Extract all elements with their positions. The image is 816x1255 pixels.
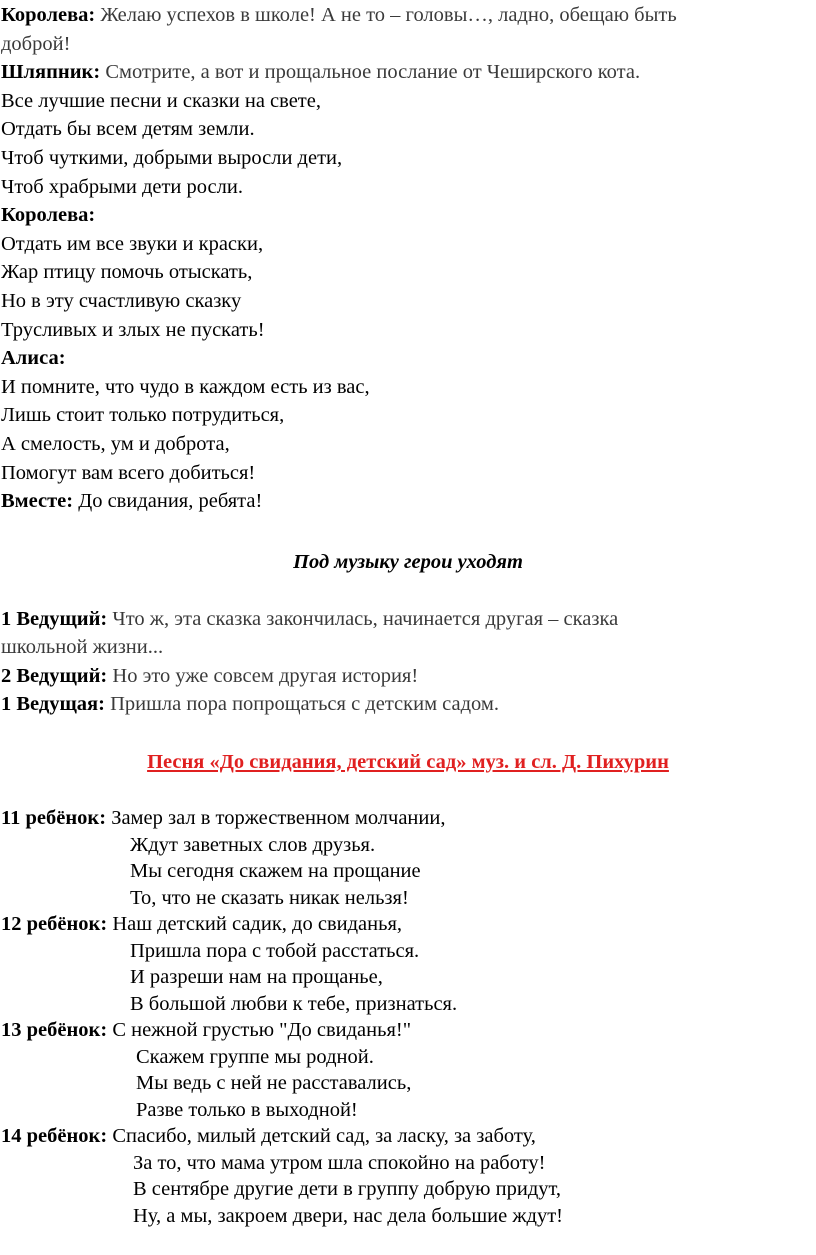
replica-text: школьной жизни... (1, 636, 164, 659)
poem-line: Лишь стоит только потрудиться, (1, 404, 285, 427)
child-replica (0, 1123, 816, 1150)
song-title: Песня «До свидания, детский сад» муз. и сл. Д. Пихурин (147, 751, 669, 774)
together-replica (0, 487, 816, 516)
poem-line: Но в эту счастливую сказку (1, 289, 242, 312)
child-label: ребёнок: (21, 1125, 108, 1148)
poem-line: Помогут вам всего добиться! (1, 461, 256, 484)
poem-line: Отдать бы всем детям земли. (1, 118, 255, 141)
poem-line: То, что не сказать никак нельзя! (130, 886, 409, 909)
poem-line: Чтоб храбрыми дети росли. (1, 175, 243, 198)
poem-line: Замер зал в торжественном молчании, (106, 807, 446, 830)
replica-text: Смотрите, а вот и прощальное послание от Чеширского кота. (100, 61, 641, 84)
speaker-name: Шляпник: (1, 61, 101, 84)
queen-replica (0, 1, 816, 30)
poem-line: С нежной грустью "До свиданья!" (107, 1019, 412, 1042)
speaker-heading (0, 201, 816, 230)
child-replica (0, 805, 816, 832)
poem-line: Жар птицу помочь отыскать, (1, 261, 253, 284)
speaker-name: Королева: (1, 204, 96, 227)
poem-line: В сентябре другие дети в группу добрую придут, (133, 1178, 562, 1201)
speaker-name: Королева: (1, 4, 96, 26)
child-replica (0, 1017, 816, 1044)
stage-direction: Под музыку герои уходят (293, 550, 523, 573)
poem-line: Мы сегодня скажем на прощание (130, 860, 421, 883)
speaker-name: 1 Ведущая: (1, 693, 105, 716)
poem-line: Ждут заветных слов друзья. (130, 833, 376, 856)
poem-line: Скажем группе мы родной. (136, 1045, 374, 1068)
poem-line: Трусливых и злых не пускать! (1, 318, 265, 341)
child-number: 12 (1, 913, 22, 936)
host-replica (0, 605, 816, 634)
replica-text: доброй! (1, 32, 71, 55)
child-number: 14 (1, 1125, 22, 1148)
spacer (0, 516, 816, 541)
poem-line: И помните, что чудо в каждом есть из вас, (1, 375, 370, 398)
replica-text: Желаю успехов в школе! А не то – головы…, ладно, обещаю быть (95, 4, 677, 26)
speaker-name: Вместе: (1, 490, 74, 513)
replica-text: Пришла пора попрощаться с детским садом. (104, 693, 499, 716)
poem-line: За то, что мама утром шла спокойно на работу! (133, 1151, 546, 1174)
poem-line: Мы ведь с ней не расставались, (136, 1072, 412, 1095)
poem-line: Пришла пора с тобой расстаться. (130, 939, 420, 962)
poem-line: В большой любви к тебе, признаться. (130, 992, 458, 1015)
speaker-name: 1 Ведущий: (1, 607, 108, 630)
child-label: ребёнок: (21, 1019, 108, 1042)
speaker-name: 2 Ведущий: (1, 664, 108, 687)
child-replica (0, 911, 816, 938)
host-replica (0, 690, 816, 719)
poem-line: Отдать им все звуки и краски, (1, 232, 264, 255)
child-label: ребёнок: (20, 807, 107, 830)
hatter-replica (0, 58, 816, 87)
poem-line: И разреши нам на прощанье, (130, 966, 383, 989)
poem-line: Спасибо, милый детский сад, за ласку, за заботу, (107, 1125, 536, 1148)
replica-text: Но это уже совсем другая история! (107, 664, 419, 687)
poem-line: Разве только в выходной! (136, 1098, 358, 1121)
speaker-heading (0, 344, 816, 373)
child-number: 13 (1, 1019, 22, 1042)
spacer (0, 583, 816, 605)
speaker-name: Алиса: (1, 347, 66, 370)
child-label: ребёнок: (21, 913, 108, 936)
replica-text: До свидания, ребята! (73, 490, 263, 513)
poem-line: Чтоб чуткими, добрыми выросли дети, (1, 146, 343, 169)
poem-line: А смелость, ум и доброта, (1, 432, 230, 455)
host-replica (0, 662, 816, 691)
poem-line: Все лучшие песни и сказки на свете, (1, 89, 321, 112)
child-number: 11 (1, 807, 21, 830)
replica-text: Что ж, эта сказка закончилась, начинается другая – сказка (107, 607, 619, 630)
spacer (0, 719, 816, 741)
poem-line: Ну, а мы, закроем двери, нас дела большие ждут! (133, 1204, 564, 1227)
poem-line: Наш детский садик, до свиданья, (107, 913, 403, 936)
spacer (0, 783, 816, 805)
